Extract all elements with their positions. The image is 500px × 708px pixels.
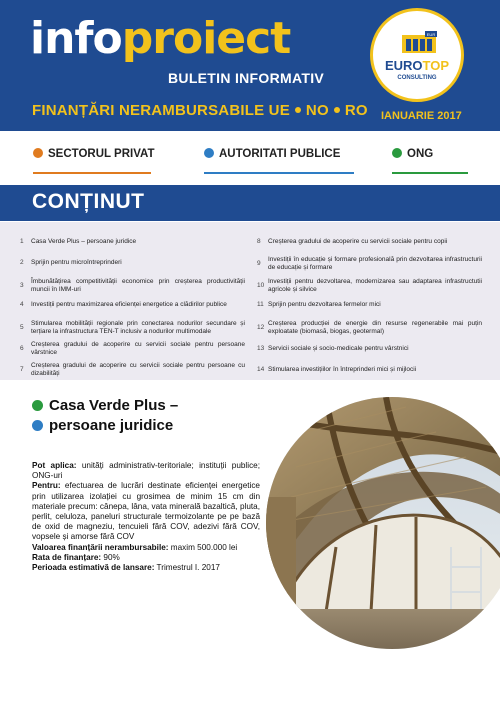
logo-top: TOP bbox=[422, 58, 450, 73]
orange-dot-icon bbox=[33, 148, 43, 158]
logo-consulting: CONSULTING bbox=[397, 75, 437, 81]
category-sectorul-privat bbox=[33, 148, 155, 174]
separator-dot bbox=[334, 107, 340, 113]
category-underline bbox=[204, 172, 354, 174]
issue-date: IANUARIE 2017 bbox=[381, 110, 462, 122]
category-underline bbox=[33, 172, 151, 174]
logo-mark-text: EUR bbox=[426, 32, 436, 37]
purpose-paragraph: Pentru: efectuarea de lucrări destinate eficienței energetice prin utilizarea izolației cu grosimea de minim 15 cm din materiale precum: cânepa, lâna, vata minerală bazaltică, pluta, perlit, celuloza, paneluri structurale termoizolante pe pe bază de oxid de magneziu, tencuieli fără COV, adezivi fără COV, vopsele și amorse fără COV bbox=[32, 481, 260, 542]
logo-euro: EURO bbox=[384, 58, 423, 73]
funding-label: FINANȚĂRI NERAMBURSABILE bbox=[32, 102, 265, 119]
funding-tagline bbox=[32, 102, 368, 119]
funding-no: NO bbox=[305, 102, 329, 119]
green-dot-icon bbox=[32, 400, 43, 411]
category-label: AUTORITATI PUBLICE bbox=[219, 148, 341, 160]
category-ong bbox=[392, 148, 472, 174]
category-underline bbox=[392, 172, 468, 174]
category-label: ONG bbox=[407, 148, 434, 160]
contents-title: CONȚINUT bbox=[32, 190, 145, 213]
logo-wordmark bbox=[373, 59, 461, 73]
funding-rate: Rata de finanțare: 90% bbox=[32, 552, 120, 562]
brand-part-proiect: proiect bbox=[121, 13, 291, 64]
funding-ro: RO bbox=[344, 102, 368, 119]
blue-dot-icon bbox=[204, 148, 214, 158]
brand-part-info: info bbox=[30, 13, 122, 64]
launch-period: Perioada estimativă de lansare: Trimestrul I. 2017 bbox=[32, 563, 220, 573]
bulletin-subtitle: BULETIN INFORMATIV bbox=[168, 70, 325, 86]
eligibility-paragraph: Pot aplica: unități administrativ-teritoriale; instituții publice; ONG-uri bbox=[32, 461, 260, 481]
eurotop-logo bbox=[370, 8, 464, 102]
category-autoritati-publice bbox=[204, 148, 356, 174]
brand-logo-text bbox=[30, 14, 290, 64]
green-dot-icon bbox=[392, 148, 402, 158]
category-label: SECTORUL PRIVAT bbox=[48, 148, 155, 160]
straw-roof-photo bbox=[266, 397, 500, 649]
section-body bbox=[32, 461, 260, 573]
separator-dot bbox=[295, 107, 301, 113]
section-title bbox=[32, 396, 178, 436]
section-title-line2: persoane juridice bbox=[32, 416, 178, 436]
funding-ue: UE bbox=[268, 102, 290, 119]
eurotop-emblem-icon bbox=[401, 31, 437, 55]
section-title-line1: Casa Verde Plus – bbox=[32, 396, 178, 416]
funding-value: Valoarea finanțării nerambursabile: maxim 500.000 lei bbox=[32, 542, 238, 552]
blue-dot-icon bbox=[32, 420, 43, 431]
